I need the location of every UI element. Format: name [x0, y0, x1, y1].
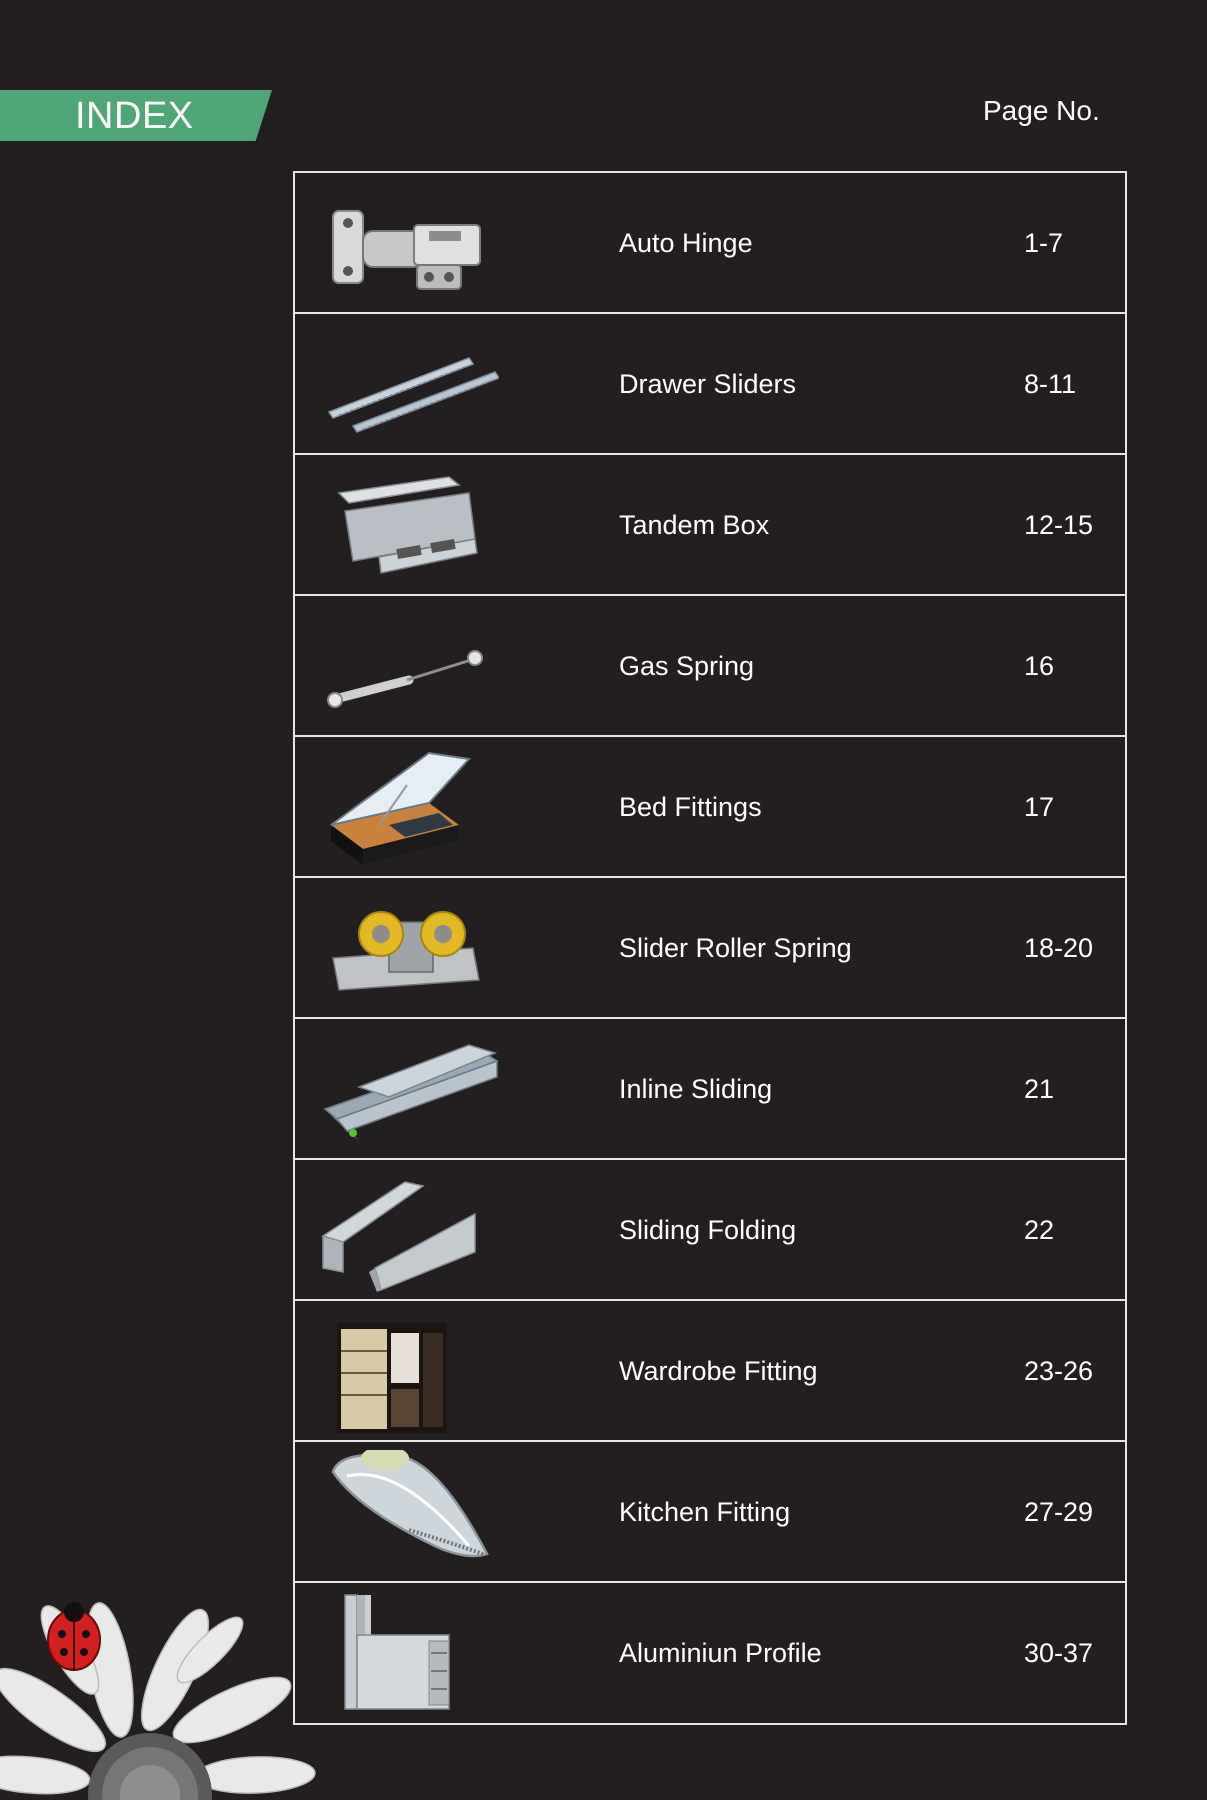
- daisy-with-ladybug-decoration: [0, 1590, 320, 1800]
- sliding-folding-icon: [319, 1168, 499, 1292]
- index-row-auto-hinge[interactable]: [295, 173, 1125, 314]
- roller-icon: [319, 886, 499, 1010]
- item-label: Sliding Folding: [619, 1214, 797, 1245]
- index-row-inline-sliding[interactable]: [295, 1019, 1125, 1160]
- gas-spring-icon: [319, 604, 499, 728]
- item-label: Kitchen Fitting: [619, 1496, 791, 1527]
- item-label: Tandem Box: [619, 509, 770, 540]
- bed-fitting-icon: [319, 745, 499, 869]
- item-label: Drawer Sliders: [619, 368, 797, 399]
- inline-sliding-icon: [319, 1027, 499, 1151]
- drawer-slider-icon: [319, 322, 499, 446]
- index-row-drawer-sliders[interactable]: [295, 314, 1125, 455]
- item-label: Inline Sliding: [619, 1073, 773, 1104]
- index-row-kitchen-fitting[interactable]: [295, 1442, 1125, 1583]
- item-page-range: 16: [1024, 650, 1055, 681]
- page-no-header: Page No.: [983, 95, 1100, 126]
- hinge-icon: [319, 181, 499, 305]
- item-label: Gas Spring: [619, 650, 755, 681]
- aluminium-profile-icon: [319, 1591, 499, 1715]
- item-label: Aluminiun Profile: [619, 1638, 822, 1668]
- item-page-range: 23-26: [1024, 1355, 1094, 1386]
- kitchen-basket-icon: [319, 1450, 499, 1574]
- item-page-range: 18-20: [1024, 932, 1094, 963]
- wardrobe-icon: [319, 1309, 499, 1433]
- index-row-tandem-box[interactable]: [295, 455, 1125, 596]
- index-row-gas-spring[interactable]: [295, 596, 1125, 737]
- index-row-aluminium-profile[interactable]: [295, 1583, 1125, 1723]
- item-page-range: 27-29: [1024, 1496, 1094, 1527]
- tandem-box-icon: [319, 463, 499, 587]
- item-page-range: 1-7: [1024, 227, 1064, 258]
- item-page-range: 22: [1024, 1214, 1055, 1245]
- item-page-range: 12-15: [1024, 509, 1094, 540]
- item-page-range: 17: [1024, 791, 1055, 822]
- item-page-range: 8-11: [1024, 368, 1077, 399]
- index-row-bed-fittings[interactable]: [295, 737, 1125, 878]
- index-row-sliding-folding[interactable]: [295, 1160, 1125, 1301]
- item-label: Slider Roller Spring: [619, 932, 852, 963]
- item-label: Wardrobe Fitting: [619, 1355, 818, 1386]
- index-title: INDEX: [75, 95, 194, 137]
- item-page-range: 21: [1024, 1073, 1055, 1104]
- item-label: Auto Hinge: [619, 227, 753, 258]
- item-page-range: 30-37: [1024, 1638, 1094, 1668]
- index-table: [293, 171, 1127, 1725]
- index-row-wardrobe-fitting[interactable]: [295, 1301, 1125, 1442]
- index-row-slider-roller-spring[interactable]: [295, 878, 1125, 1019]
- item-label: Bed Fittings: [619, 791, 762, 822]
